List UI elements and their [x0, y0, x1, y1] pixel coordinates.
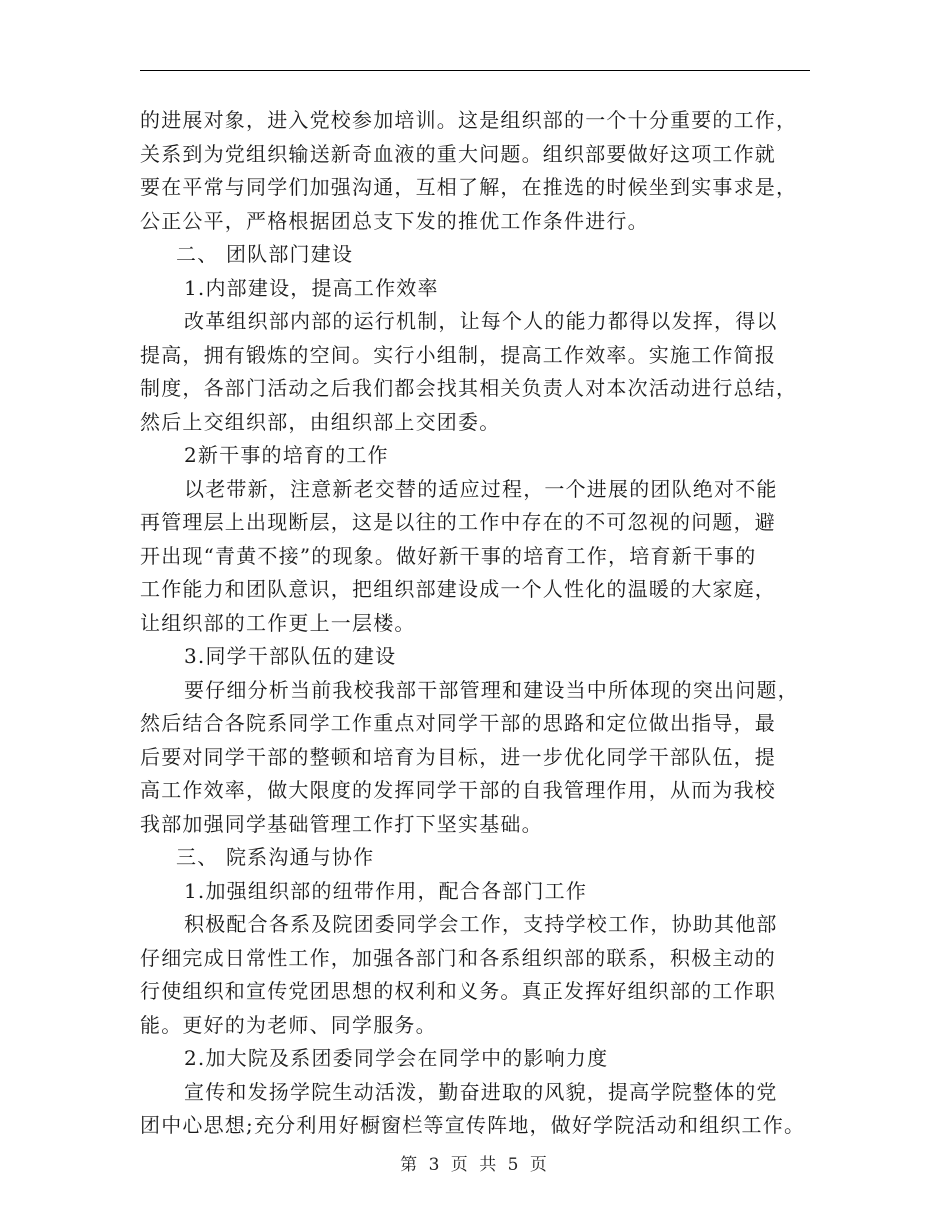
text-line: 提高，拥有锻炼的空间。实行小组制，提高工作效率。实施工作简报 [140, 342, 776, 367]
section-heading: 二、 团队部门建设 [176, 242, 354, 266]
text-line: 宣传和发扬学院生动活泼，勤奋进取的风貌，提高学院整体的党 [184, 1079, 778, 1104]
text-line: 要仔细分析当前我校我部干部管理和建设当中所体现的突出问题， [184, 677, 799, 702]
page-number: 第 3 页 共 5 页 [400, 1155, 550, 1175]
header-rule [140, 70, 810, 71]
text-line: 高工作效率，做大限度的发挥同学干部的自我管理作用，从而为我校 [140, 778, 776, 802]
text-line: 公正公平，严格根据团总支下发的推优工作条件进行。 [140, 208, 649, 233]
text-line: 后要对同学干部的整顿和培育为目标，进一步优化同学干部队伍，提 [140, 744, 776, 769]
subsection-heading: 2新干事的培育的工作 [184, 443, 389, 467]
subsection-heading: 1.加强组织部的纽带作用，配合各部门工作 [184, 878, 588, 903]
document-body [140, 104, 810, 1143]
text-line: 开出现“青黄不接”的现象。做好新干事的培育工作，培育新干事的 [140, 543, 757, 568]
text-line: 要在平常与同学们加强沟通，互相了解，在推选的时候坐到实事求是， [140, 175, 798, 199]
text-line: 行使组织和宣传党团思想的权利和义务。真正发挥好组织部的工作职 [140, 979, 776, 1003]
text-line: 能。更好的为老师、同学服务。 [140, 1012, 437, 1037]
text-line: 制度，各部门活动之后我们都会找其相关负责人对本次活动进行总结， [140, 376, 798, 400]
section-heading: 三、 院系沟通与协作 [176, 845, 375, 869]
subsection-heading: 3.同学干部队伍的建设 [184, 644, 397, 668]
text-line: 改革组织部内部的运行机制，让每个人的能力都得以发挥，得以 [184, 309, 778, 333]
text-line: 积极配合各系及院团委同学会工作，支持学校工作，协助其他部 [184, 912, 778, 936]
text-line: 仔细完成日常性工作，加强各部门和各系组织部的联系，积极主动的 [140, 945, 776, 970]
subsection-heading: 2.加大院及系团委同学会在同学中的影响力度 [184, 1046, 609, 1070]
text-line: 再管理层上出现断层，这是以往的工作中存在的不可忽视的问题，避 [140, 510, 776, 534]
text-line: 团中心思想;充分利用好橱窗栏等宣传阵地，做好学院活动和组织工作。 [140, 1113, 806, 1137]
text-line: 我部加强同学基础管理工作打下坚实基础。 [140, 811, 543, 836]
text-line: 以老带新，注意新老交替的适应过程，一个进展的团队绝对不能 [184, 476, 778, 501]
text-line: 然后结合各院系同学工作重点对同学干部的思路和定位做出指导，最 [140, 711, 776, 735]
text-line: 的进展对象，进入党校参加培训。这是组织部的一个十分重要的工作， [140, 108, 798, 132]
text-line: 工作能力和团队意识，把组织部建设成一个人性化的温暖的大家庭， [140, 577, 776, 601]
text-line: 让组织部的工作更上一层楼。 [140, 610, 416, 635]
text-line: 然后上交组织部，由组织部上交团委。 [140, 409, 501, 434]
subsection-heading: 1.内部建设，提高工作效率 [184, 275, 439, 300]
text-line: 关系到为党组织输送新奇血液的重大问题。组织部要做好这项工作就 [140, 141, 776, 166]
